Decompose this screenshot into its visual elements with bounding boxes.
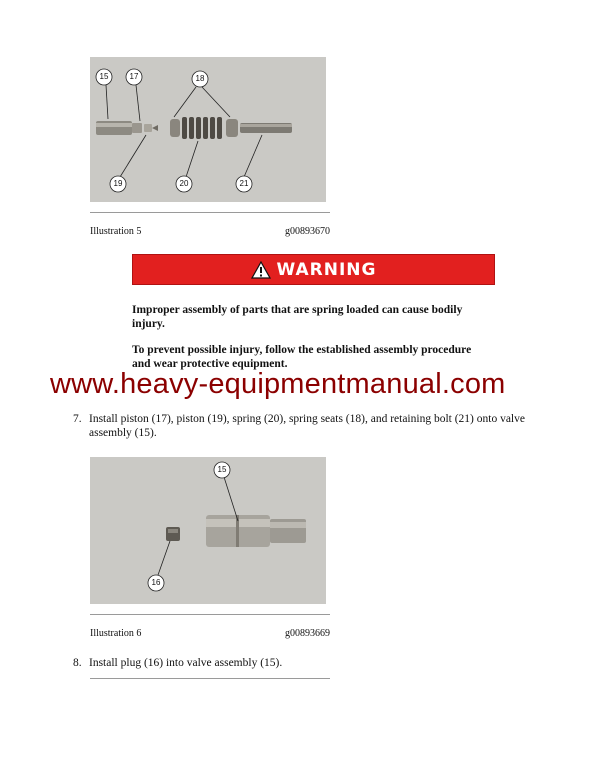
warning-triangle-icon bbox=[251, 261, 271, 279]
illustration-5-caption: Illustration 5 bbox=[90, 226, 142, 237]
callout-15: 15 bbox=[99, 72, 109, 81]
watermark-url: www.heavy-equipmentmanual.com bbox=[50, 368, 506, 400]
step-7-number: 7. bbox=[73, 413, 82, 425]
illustration-6-code: g00893669 bbox=[285, 628, 330, 639]
callout-20: 20 bbox=[179, 179, 189, 188]
illustration-6-caption-row bbox=[90, 628, 330, 639]
callout-21: 21 bbox=[239, 179, 249, 188]
step-7 bbox=[73, 412, 543, 442]
step-8-text: Install plug (16) into valve assembly (15). bbox=[89, 657, 283, 669]
step-8 bbox=[73, 656, 543, 672]
callout-17: 17 bbox=[129, 72, 139, 81]
step-7-text: Install piston (17), piston (19), spring (20), spring seats (18), and retaining bolt (21) onto valve assembly (15). bbox=[89, 413, 525, 439]
warning-title: WARNING bbox=[276, 259, 377, 280]
illustration-5-code: g00893670 bbox=[285, 226, 330, 237]
illustration-5-caption-row bbox=[90, 226, 330, 237]
warning-paragraph-2: To prevent possible injury, follow the established assembly procedure and wear protective equipment. bbox=[132, 344, 472, 370]
divider bbox=[90, 212, 330, 213]
callout-18: 18 bbox=[195, 74, 205, 83]
step-8-number: 8. bbox=[73, 657, 82, 669]
divider bbox=[90, 678, 330, 679]
divider bbox=[90, 614, 330, 615]
callout-16: 16 bbox=[151, 578, 161, 587]
warning-paragraph-1: Improper assembly of parts that are spring loaded can cause bodily injury. bbox=[132, 304, 463, 330]
warning-banner bbox=[132, 254, 495, 285]
illustration-6-caption: Illustration 6 bbox=[90, 628, 142, 639]
callout-19: 19 bbox=[113, 179, 123, 188]
callout-15: 15 bbox=[217, 465, 227, 474]
